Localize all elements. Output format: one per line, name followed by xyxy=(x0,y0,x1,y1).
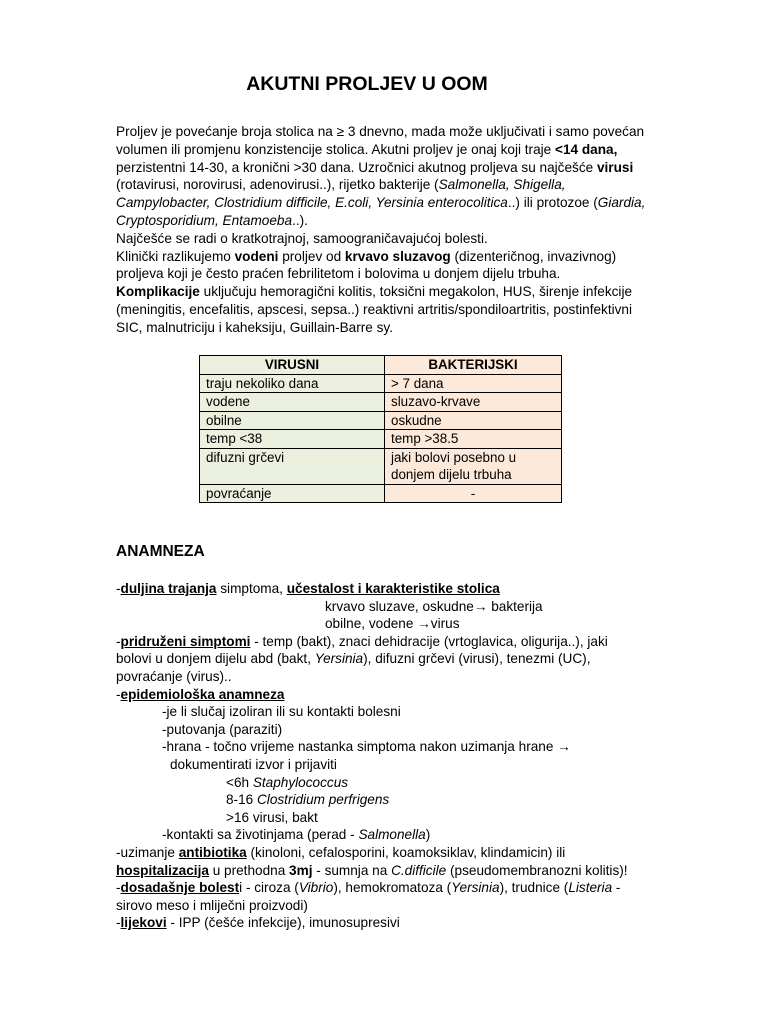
text: (kinoloni, cefalosporini, koamoksiklav, klindamicin) ili xyxy=(246,844,566,860)
watery-highlight: vodeni xyxy=(234,248,279,264)
complications-highlight: Komplikacije xyxy=(116,284,200,300)
italic-term: Salmonella xyxy=(358,827,426,843)
section-heading-anamneza: ANAMNEZA xyxy=(116,543,205,560)
text: <6h xyxy=(226,774,253,790)
intro-paragraph-2: Najčešće se radi o kratkotrajnoj, samoograničavajućoj bolesti. xyxy=(116,230,488,246)
underlined-term: učestalost i karakteristike stolica xyxy=(286,581,500,596)
italic-term: Vibrio xyxy=(298,880,334,896)
table-cell: temp >38.5 xyxy=(385,430,562,449)
list-item: -je li slučaj izoliran ili su kontakti bolesni xyxy=(162,704,401,720)
text: -kontakti sa životinjama (perad - xyxy=(162,827,359,843)
italic-term: Listeria xyxy=(568,880,613,896)
text: - xyxy=(612,880,621,896)
list-item xyxy=(116,580,656,598)
intro-paragraph-1 xyxy=(116,123,656,230)
list-item: dokumentirati izvor i prijaviti xyxy=(170,756,337,772)
text: - xyxy=(116,633,121,649)
text: ) xyxy=(425,827,431,843)
intro-section xyxy=(116,123,656,337)
bold-term: 3mj xyxy=(289,862,313,878)
list-item: -hrana - točno vrijeme nastanka simptoma nakon uzimanja hrane → xyxy=(162,739,571,755)
text: Klinički razlikujemo xyxy=(116,248,235,264)
table-cell: - xyxy=(385,484,562,503)
list-item: sirovo meso i mliječni proizvodi) xyxy=(116,897,308,913)
list-item xyxy=(116,844,656,862)
text: - xyxy=(116,581,121,596)
list-item: krvavo sluzave, oskudne→ bakterija xyxy=(325,598,543,614)
table-cell: traju nekoliko dana xyxy=(200,374,385,393)
text: ), hemokromatoza ( xyxy=(333,880,452,896)
text: (pseudomembranozni kolitis)! xyxy=(446,862,628,878)
table-cell: jaki bolovi posebno u donjem dijelu trbuha xyxy=(385,448,562,484)
text: (rotavirusi, norovirusi, adenovirusi..), rijetko bakterije ( xyxy=(116,177,439,193)
text: bolovi u donjem dijelu abd (bakt, xyxy=(116,651,315,667)
viruses-highlight: virusi xyxy=(596,159,634,175)
list-item xyxy=(116,686,656,704)
text: (dizenteričnog, invazivnog) proljeva koji je često praćen febrilitetom i bolovima u donjem dijelu trbuha. xyxy=(116,248,617,282)
table-row xyxy=(200,430,562,449)
text: proljev od xyxy=(278,248,345,264)
header-virusni: VIRUSNI xyxy=(200,356,385,375)
list-item xyxy=(116,879,656,897)
italic-term: Staphylococcus xyxy=(252,774,349,790)
text: - xyxy=(116,686,121,702)
italic-term: C.difficile xyxy=(391,862,447,878)
protozoa-list: Giardia, Cryptosporidium, Entamoeba xyxy=(116,195,646,228)
underlined-term: epidemiološka anamneza xyxy=(120,686,285,702)
list-item xyxy=(116,862,656,880)
text: uključuju hemoragični kolitis, toksični megakolon, HUS, širenje infekcije (meningitis, encefalitis, apscesi, sepsa..) reaktivni artritis/spondiloartritis, postinfektivni SIC, malnutriciju i kaheksiju, Guillain-Barre sy. xyxy=(116,284,633,335)
italic-term: Yersinia xyxy=(451,880,500,896)
text: ), difuzni grčevi (virusi), tenezmi (UC), xyxy=(363,651,591,667)
table-row xyxy=(200,374,562,393)
table-cell: sluzavo-krvave xyxy=(385,393,562,412)
underlined-term: pridruženi simptomi xyxy=(120,633,251,649)
table-row xyxy=(200,393,562,412)
text: perzistentni 14-30, a kronični >30 dana. Uzročnici akutnog proljeva su najčešće xyxy=(116,159,597,175)
table-row xyxy=(200,484,562,503)
text: u prethodna xyxy=(208,862,290,878)
text: - sumnja na xyxy=(312,862,392,878)
header-bakterijski: BAKTERIJSKI xyxy=(385,356,562,375)
text: ..) ili protozoe ( xyxy=(507,195,598,211)
list-item xyxy=(116,650,656,668)
list-item: >16 virusi, bakt xyxy=(226,809,318,825)
list-item: obilne, vodene →virus xyxy=(325,616,460,632)
italic-term: Yersinia xyxy=(314,651,364,667)
anamneza-section xyxy=(116,580,656,932)
page-title: AKUTNI PROLJEV U OOM xyxy=(246,73,488,95)
underlined-term: dosadašnje bolest xyxy=(120,880,240,896)
text: simptoma, xyxy=(216,581,287,596)
text: - temp (bakt), znaci dehidracije (vrtoglavica, oligurija..), jaki xyxy=(250,633,608,649)
text: - xyxy=(116,880,121,896)
table-cell: oskudne xyxy=(385,411,562,430)
table-header-row xyxy=(200,356,562,375)
list-item: povraćanje (virus).. xyxy=(116,668,232,684)
text: - IPP (češće infekcije), imunosupresivi xyxy=(166,915,400,931)
list-item xyxy=(116,633,656,651)
list-item xyxy=(116,826,656,844)
duration-highlight: <14 dana, xyxy=(555,141,618,157)
list-item xyxy=(116,914,656,932)
text: i - ciroza ( xyxy=(239,880,299,896)
list-item xyxy=(116,774,656,792)
underlined-term: duljina trajanja xyxy=(120,581,217,596)
table-cell: obilne xyxy=(200,411,385,430)
italic-term: Clostridium perfrigens xyxy=(256,792,390,808)
text: ), trudnice ( xyxy=(499,880,569,896)
intro-paragraph-4 xyxy=(116,283,656,336)
text: -uzimanje xyxy=(116,844,179,860)
table-cell: vodene xyxy=(200,393,385,412)
comparison-table xyxy=(199,355,562,503)
table-row xyxy=(200,411,562,430)
underlined-term: antibiotika xyxy=(178,844,247,860)
text: Proljev je povećanje broja stolica na ≥ 3 dnevno, mada može uključivati i samo povećan volumen ili promjenu konzistencije stolica. Akutni proljev je onaj koji traje xyxy=(116,124,645,157)
list-item: -putovanja (paraziti) xyxy=(162,721,283,737)
table-row xyxy=(200,448,562,484)
text: ..). xyxy=(292,212,308,228)
underlined-term: lijekovi xyxy=(120,915,167,931)
list-item xyxy=(116,791,656,809)
table-cell: > 7 dana xyxy=(385,374,562,393)
text: 8-16 xyxy=(226,792,257,808)
bacteria-list: Salmonella, Shigella, Campylobacter, Clostridium difficile, E.coli, Yersinia enterocolitica xyxy=(116,177,566,211)
table-cell: temp <38 xyxy=(200,430,385,449)
bloody-highlight: krvavo sluzavog xyxy=(344,248,451,264)
text: - xyxy=(116,915,121,931)
table-cell: difuzni grčevi xyxy=(200,448,385,484)
table-cell: povraćanje xyxy=(200,484,385,503)
underlined-term: hospitalizacija xyxy=(116,862,209,878)
intro-paragraph-3 xyxy=(116,248,656,284)
